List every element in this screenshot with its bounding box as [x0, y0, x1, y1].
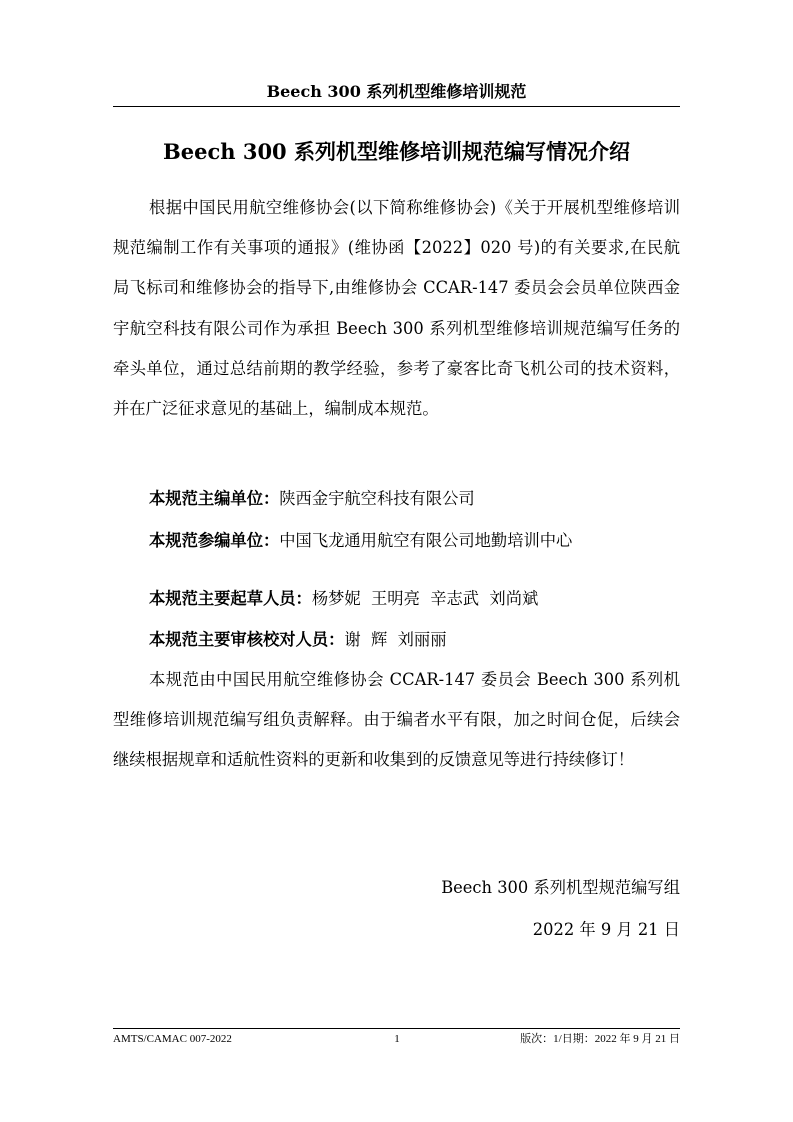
reviewers-label: 本规范主要审核校对人员： — [149, 630, 345, 649]
drafters-line — [149, 585, 689, 613]
document-title: Beech 300 系列机型维修培训规范编写情况介绍 — [163, 139, 630, 164]
reviewers-line — [149, 626, 689, 654]
signature-group: Beech 300 系列机型规范编写组 — [441, 878, 680, 897]
interpretation-paragraph: 本规范由中国民用航空维修协会 CCAR-147 委员会 Beech 300 系列机型维修培训规范编写组负责解释。由于编者水平有限，加之时间仓促，后续会继续根据规章和适航性资料的更新和收集到的反馈意见等进行持续修订！ — [113, 670, 680, 770]
signature-date: 2022 年 9 月 21 日 — [532, 920, 680, 939]
footer-page-number: 1 — [394, 1033, 400, 1045]
participating-editor-value: 中国飞龙通用航空有限公司地勤培训中心 — [279, 531, 573, 550]
chief-editor-line — [149, 485, 689, 513]
header-divider — [113, 106, 680, 107]
participating-editor-line — [149, 527, 689, 555]
footer-doc-code: AMTS/CAMAC 007-2022 — [113, 1033, 232, 1045]
chief-editor-label: 本规范主编单位： — [149, 489, 280, 508]
reviewers-value: 谢 辉 刘丽丽 — [344, 630, 447, 649]
participating-editor-label: 本规范参编单位： — [149, 531, 280, 550]
page-header-title: Beech 300 系列机型维修培训规范 — [266, 82, 527, 101]
footer-version-info: 版次：1/日期：2022 年 9 月 21 日 — [520, 1033, 680, 1045]
chief-editor-value: 陕西金宇航空科技有限公司 — [279, 489, 475, 508]
intro-paragraph: 根据中国民用航空维修协会(以下简称维修协会)《关于开展机型维修培训规范编制工作有关事项的通报》(维协函【2022】020 号)的有关要求,在民航局飞标司和维修协会的指导下,由维修协会 CCAR-147 委员会会员单位陕西金宇航空科技有限公司作为承担 Beech 300 系列机型维修培训规范编写任务的牵头单位，通过总结前期的教学经验，参考了豪客比奇飞机公司的技术资料，并在广泛征求意见的基础上，编制成本规范。 — [113, 198, 680, 419]
footer-divider — [113, 1028, 680, 1029]
drafters-value: 杨梦妮 王明亮 辛志武 刘尚斌 — [311, 589, 539, 608]
drafters-label: 本规范主要起草人员： — [149, 589, 312, 608]
